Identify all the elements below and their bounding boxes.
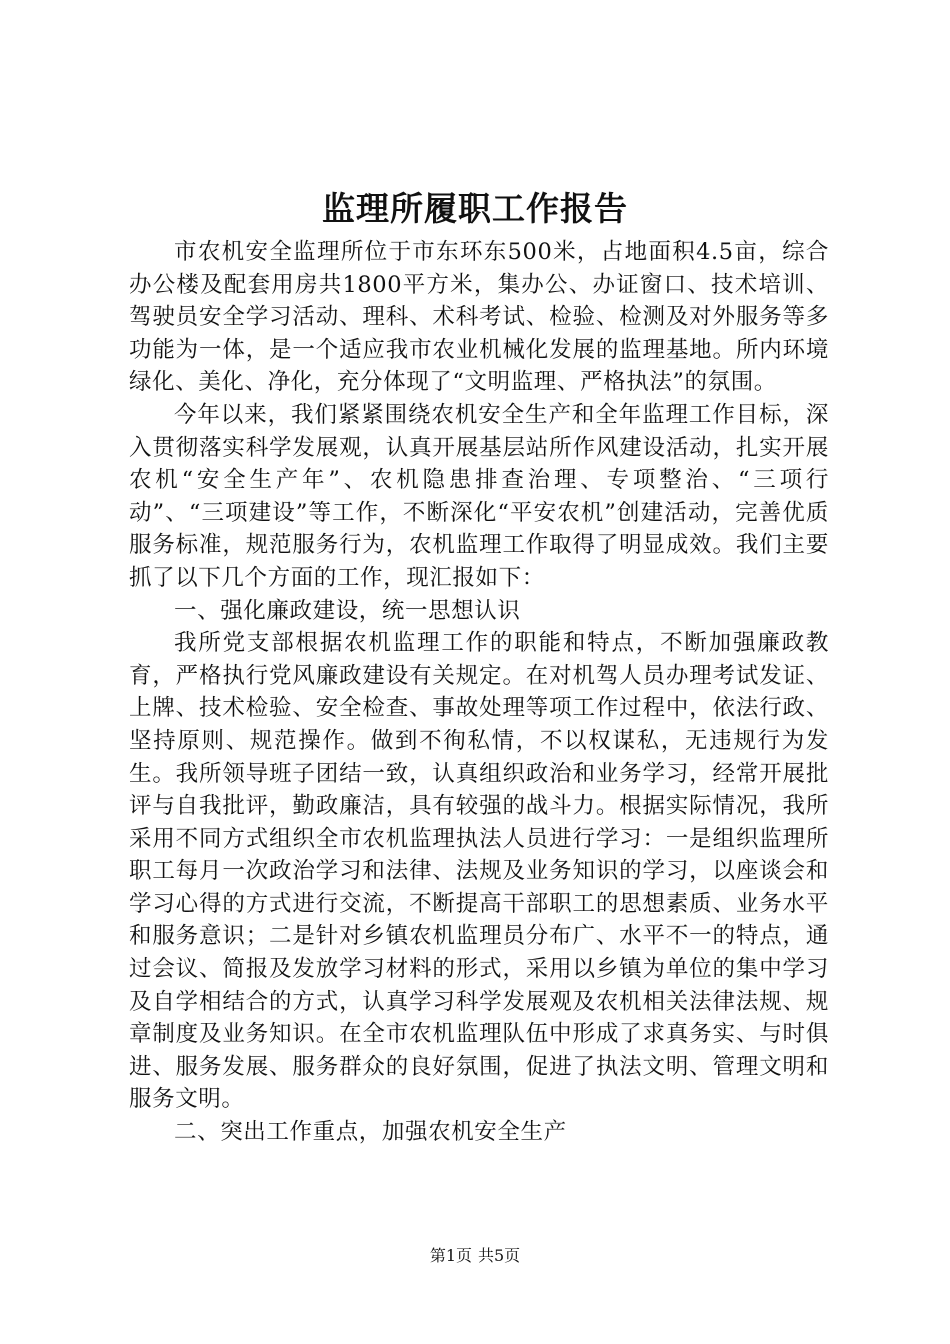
paragraph-intro: 市农机安全监理所位于市东环东500米，占地面积4.5亩，综合办公楼及配套用房共1800平方米，集办公、办证窗口、技术培训、驾驶员安全学习活动、理科、术科考试、检验、检测及对外服务等多功能为一体，是一个适应我市农业机械化发展的监理基地。所内环境绿化、美化、净化，充分体现了“文明监理、严格执法”的氛围。: [129, 239, 829, 396]
paragraph-section-1: 我所党支部根据农机监理工作的职能和特点，不断加强廉政教育，严格执行党风廉政建设有关规定。在对机驾人员办理考试发证、上牌、技术检验、安全检查、事故处理等项工作过程中，依法行政、坚持原则、规范操作。做到不徇私情，不以权谋私，无违规行为发生。我所领导班子团结一致，认真组织政治和业务学习，经常开展批评与自我批评，勤政廉洁，具有较强的战斗力。根据实际情况，我所采用不同方式组织全市农机监理执法人员进行学习：一是组织监理所职工每月一次政治学习和法律、法规及业务知识的学习，以座谈会和学习心得的方式进行交流，不断提高干部职工的思想素质、业务水平和服务意识；二是针对乡镇农机监理员分布广、水平不一的特点，通过会议、简报及发放学习材料的形式，采用以乡镇为单位的集中学习及自学相结合的方式，认真学习科学发展观及农机相关法律法规、规章制度及业务知识。在全市农机监理队伍中形成了求真务实、与时俱进、服务发展、服务群众的良好氛围，促进了执法文明、管理文明和服务文明。: [129, 630, 829, 1113]
section-heading-1: 一、强化廉政建设，统一思想认识: [174, 597, 521, 624]
page-total: 共5页: [478, 1246, 521, 1265]
paragraph-overview: 今年以来，我们紧紧围绕农机安全生产和全年监理工作目标，深入贯彻落实科学发展观，认真开展基层站所作风建设活动，扎实开展农机“安全生产年”、农机隐患排查治理、专项整治、“三项行动”、“三项建设”等工作，不断深化“平安农机”创建活动，完善优质服务标准，规范服务行为，农机监理工作取得了明显成效。我们主要抓了以下几个方面的工作，现汇报如下：: [129, 401, 829, 591]
document-body: [129, 236, 829, 1149]
page-number: 第1页: [429, 1246, 472, 1265]
document-title: 监理所履职工作报告: [322, 189, 628, 228]
page-footer: [0, 1245, 950, 1267]
section-heading-2: 二、突出工作重点，加强农机安全生产: [174, 1119, 567, 1146]
